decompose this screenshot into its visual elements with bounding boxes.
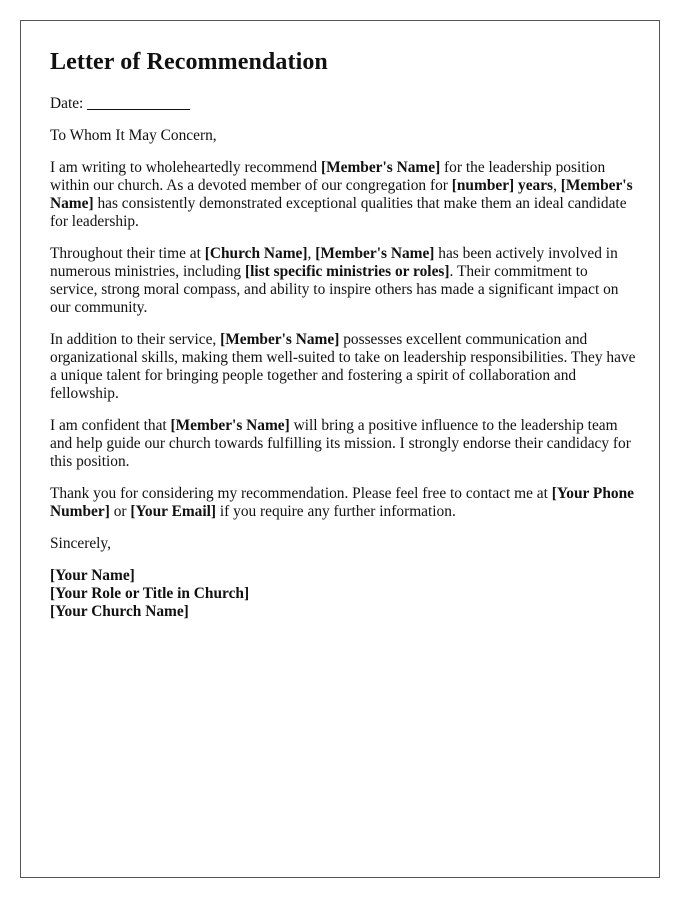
date-line [50,95,638,113]
paragraph-3 [50,331,638,403]
p2-text-3: has been actively involved in numerous ministries, including [50,245,618,280]
paragraph-1 [50,159,638,231]
p5-text-3: if you require any further information. [216,503,456,520]
p2-text-2: , [307,245,316,262]
closing: Sincerely, [50,535,111,552]
phone-placeholder: [Your Phone Number] [50,485,634,520]
member-name-placeholder: [Member's Name] [170,417,290,434]
salutation: To Whom It May Concern, [50,127,217,144]
p1-text-2: for the leadership position within our church. As a devoted member of our congregation for [50,159,606,194]
signature-block [50,567,638,621]
paragraph-5 [50,485,638,521]
member-name-placeholder: [Member's Name] [50,177,633,212]
member-name-placeholder: [Member's Name] [320,159,441,176]
signature-name: [Your Name] [50,567,135,584]
p5-text-1: Thank you for considering my recommendation. Please feel free to contact me at [50,485,552,502]
paragraph-4 [50,417,638,471]
p2-text-4: . Their commitment to service, strong moral compass, and ability to inspire others has made a significant impact on our community. [50,263,619,316]
signature-role: [Your Role or Title in Church] [50,585,250,602]
p5-text-2: or [109,503,131,520]
p1-text-3: , [553,177,561,194]
ministries-placeholder: [list specific ministries or roles] [244,263,450,280]
number-years-placeholder: [number] years [451,177,554,194]
p2-text-1: Throughout their time at [50,245,205,262]
date-label: Date: [50,95,84,112]
p4-text-1: I am confident that [50,417,171,434]
signature-church: [Your Church Name] [50,603,189,620]
letter-title: Letter of Recommendation [50,49,328,75]
church-name-placeholder: [Church Name] [204,245,308,262]
member-name-placeholder: [Member's Name] [220,331,340,348]
date-blank [87,95,190,110]
p3-text-2: possesses excellent communication and organizational skills, making them well-suited to take on leadership responsibilities. They have a unique talent for bringing people together and fostering a spirit of collaboration and fellowship. [50,331,636,402]
p1-text-1: I am writing to wholeheartedly recommend [50,159,321,176]
email-placeholder: [Your Email] [130,503,217,520]
letter-page [20,20,660,878]
p4-text-2: will bring a positive influence to the leadership team and help guide our church towards fulfilling its mission. I strongly endorse their candidacy for this position. [50,417,631,470]
p3-text-1: In addition to their service, [50,331,221,348]
letter-content [50,47,638,621]
p1-text-4: has consistently demonstrated exceptional qualities that make them an ideal candidate for leadership. [50,195,627,230]
paragraph-2 [50,245,638,317]
member-name-placeholder: [Member's Name] [315,245,435,262]
